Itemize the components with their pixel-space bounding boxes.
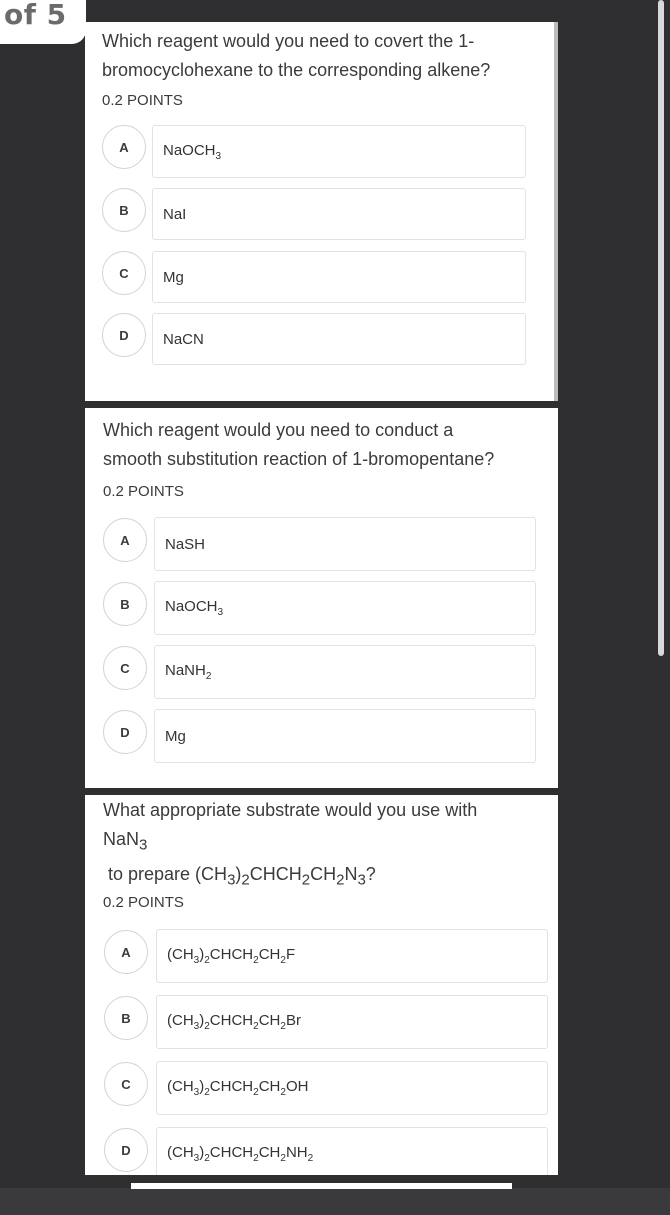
option-b[interactable] [152, 188, 526, 240]
option-d-radio[interactable]: D [102, 313, 146, 357]
option-b[interactable] [156, 995, 548, 1049]
option-c[interactable] [152, 251, 526, 303]
option-c-radio[interactable]: C [104, 1062, 148, 1106]
question-text [102, 27, 490, 85]
option-a-radio[interactable]: A [104, 930, 148, 974]
question-text-line: bromocyclohexane to the corresponding alkene? [102, 60, 491, 80]
option-label: NaNH$_2$ [165, 662, 212, 682]
option-label: NaI [163, 205, 187, 223]
option-c[interactable] [156, 1061, 548, 1115]
option-label: $(CH_3)_2CHCH_2CH_2OH$ [167, 1078, 309, 1098]
option-b[interactable] [154, 581, 536, 635]
question-text-line: What appropriate substrate would you use with [103, 800, 478, 820]
option-b-radio[interactable]: B [102, 188, 146, 232]
option-a[interactable] [156, 929, 548, 983]
option-label: NaOCH$_3$ [163, 141, 222, 162]
option-c-radio[interactable]: C [102, 251, 146, 295]
bottom-bar [0, 1188, 670, 1215]
option-d-radio[interactable]: D [104, 1128, 148, 1172]
option-b-radio[interactable]: B [104, 996, 148, 1040]
option-b-radio[interactable]: B [103, 582, 147, 626]
question-text [103, 796, 477, 894]
option-label: NaCN [163, 330, 204, 348]
option-label: $(CH_3)_2CHCH_2CH_2Br$ [167, 1012, 301, 1032]
option-a-radio[interactable]: A [102, 125, 146, 169]
question-text-line: smooth substitution reaction of 1-bromopentane? [103, 449, 495, 469]
option-label: Mg [163, 268, 184, 286]
page-indicator [0, 0, 86, 44]
option-a-radio[interactable]: A [103, 518, 147, 562]
question-card-2 [85, 408, 558, 788]
points-label: 0.2 POINTS [102, 92, 183, 109]
question-text-line: Which reagent would you need to covert the 1- [102, 31, 475, 51]
question-text-line: to prepare $(CH_3)_2CHCH_2CH_2N_3$? [108, 863, 376, 889]
option-d[interactable] [154, 709, 536, 763]
option-label: NaSH [165, 535, 206, 553]
option-a[interactable] [154, 517, 536, 571]
points-label: 0.2 POINTS [103, 483, 184, 500]
option-d-radio[interactable]: D [103, 710, 147, 754]
option-c-radio[interactable]: C [103, 646, 147, 690]
option-a[interactable] [152, 125, 526, 178]
option-label: NaOCH$_3$ [165, 598, 224, 618]
option-d[interactable] [152, 313, 526, 365]
points-label: 0.2 POINTS [103, 894, 184, 911]
question-text-line: NaN$_3$ [103, 829, 148, 854]
option-c[interactable] [154, 645, 536, 699]
question-card-1 [85, 22, 558, 401]
option-d[interactable] [156, 1127, 548, 1175]
option-label: $(CH_3)_2CHCH_2CH_2NH_2$ [167, 1144, 314, 1164]
question-text [103, 416, 494, 474]
option-label: Mg [165, 727, 186, 745]
question-card-3 [85, 795, 558, 1175]
bottom-strip [131, 1183, 512, 1189]
page-indicator-text: of 5 [4, 0, 67, 31]
scrollbar-thumb[interactable] [658, 0, 664, 656]
question-text-line: Which reagent would you need to conduct a [103, 420, 454, 440]
option-label: $(CH_3)_2CHCH_2CH_2F$ [167, 946, 296, 966]
